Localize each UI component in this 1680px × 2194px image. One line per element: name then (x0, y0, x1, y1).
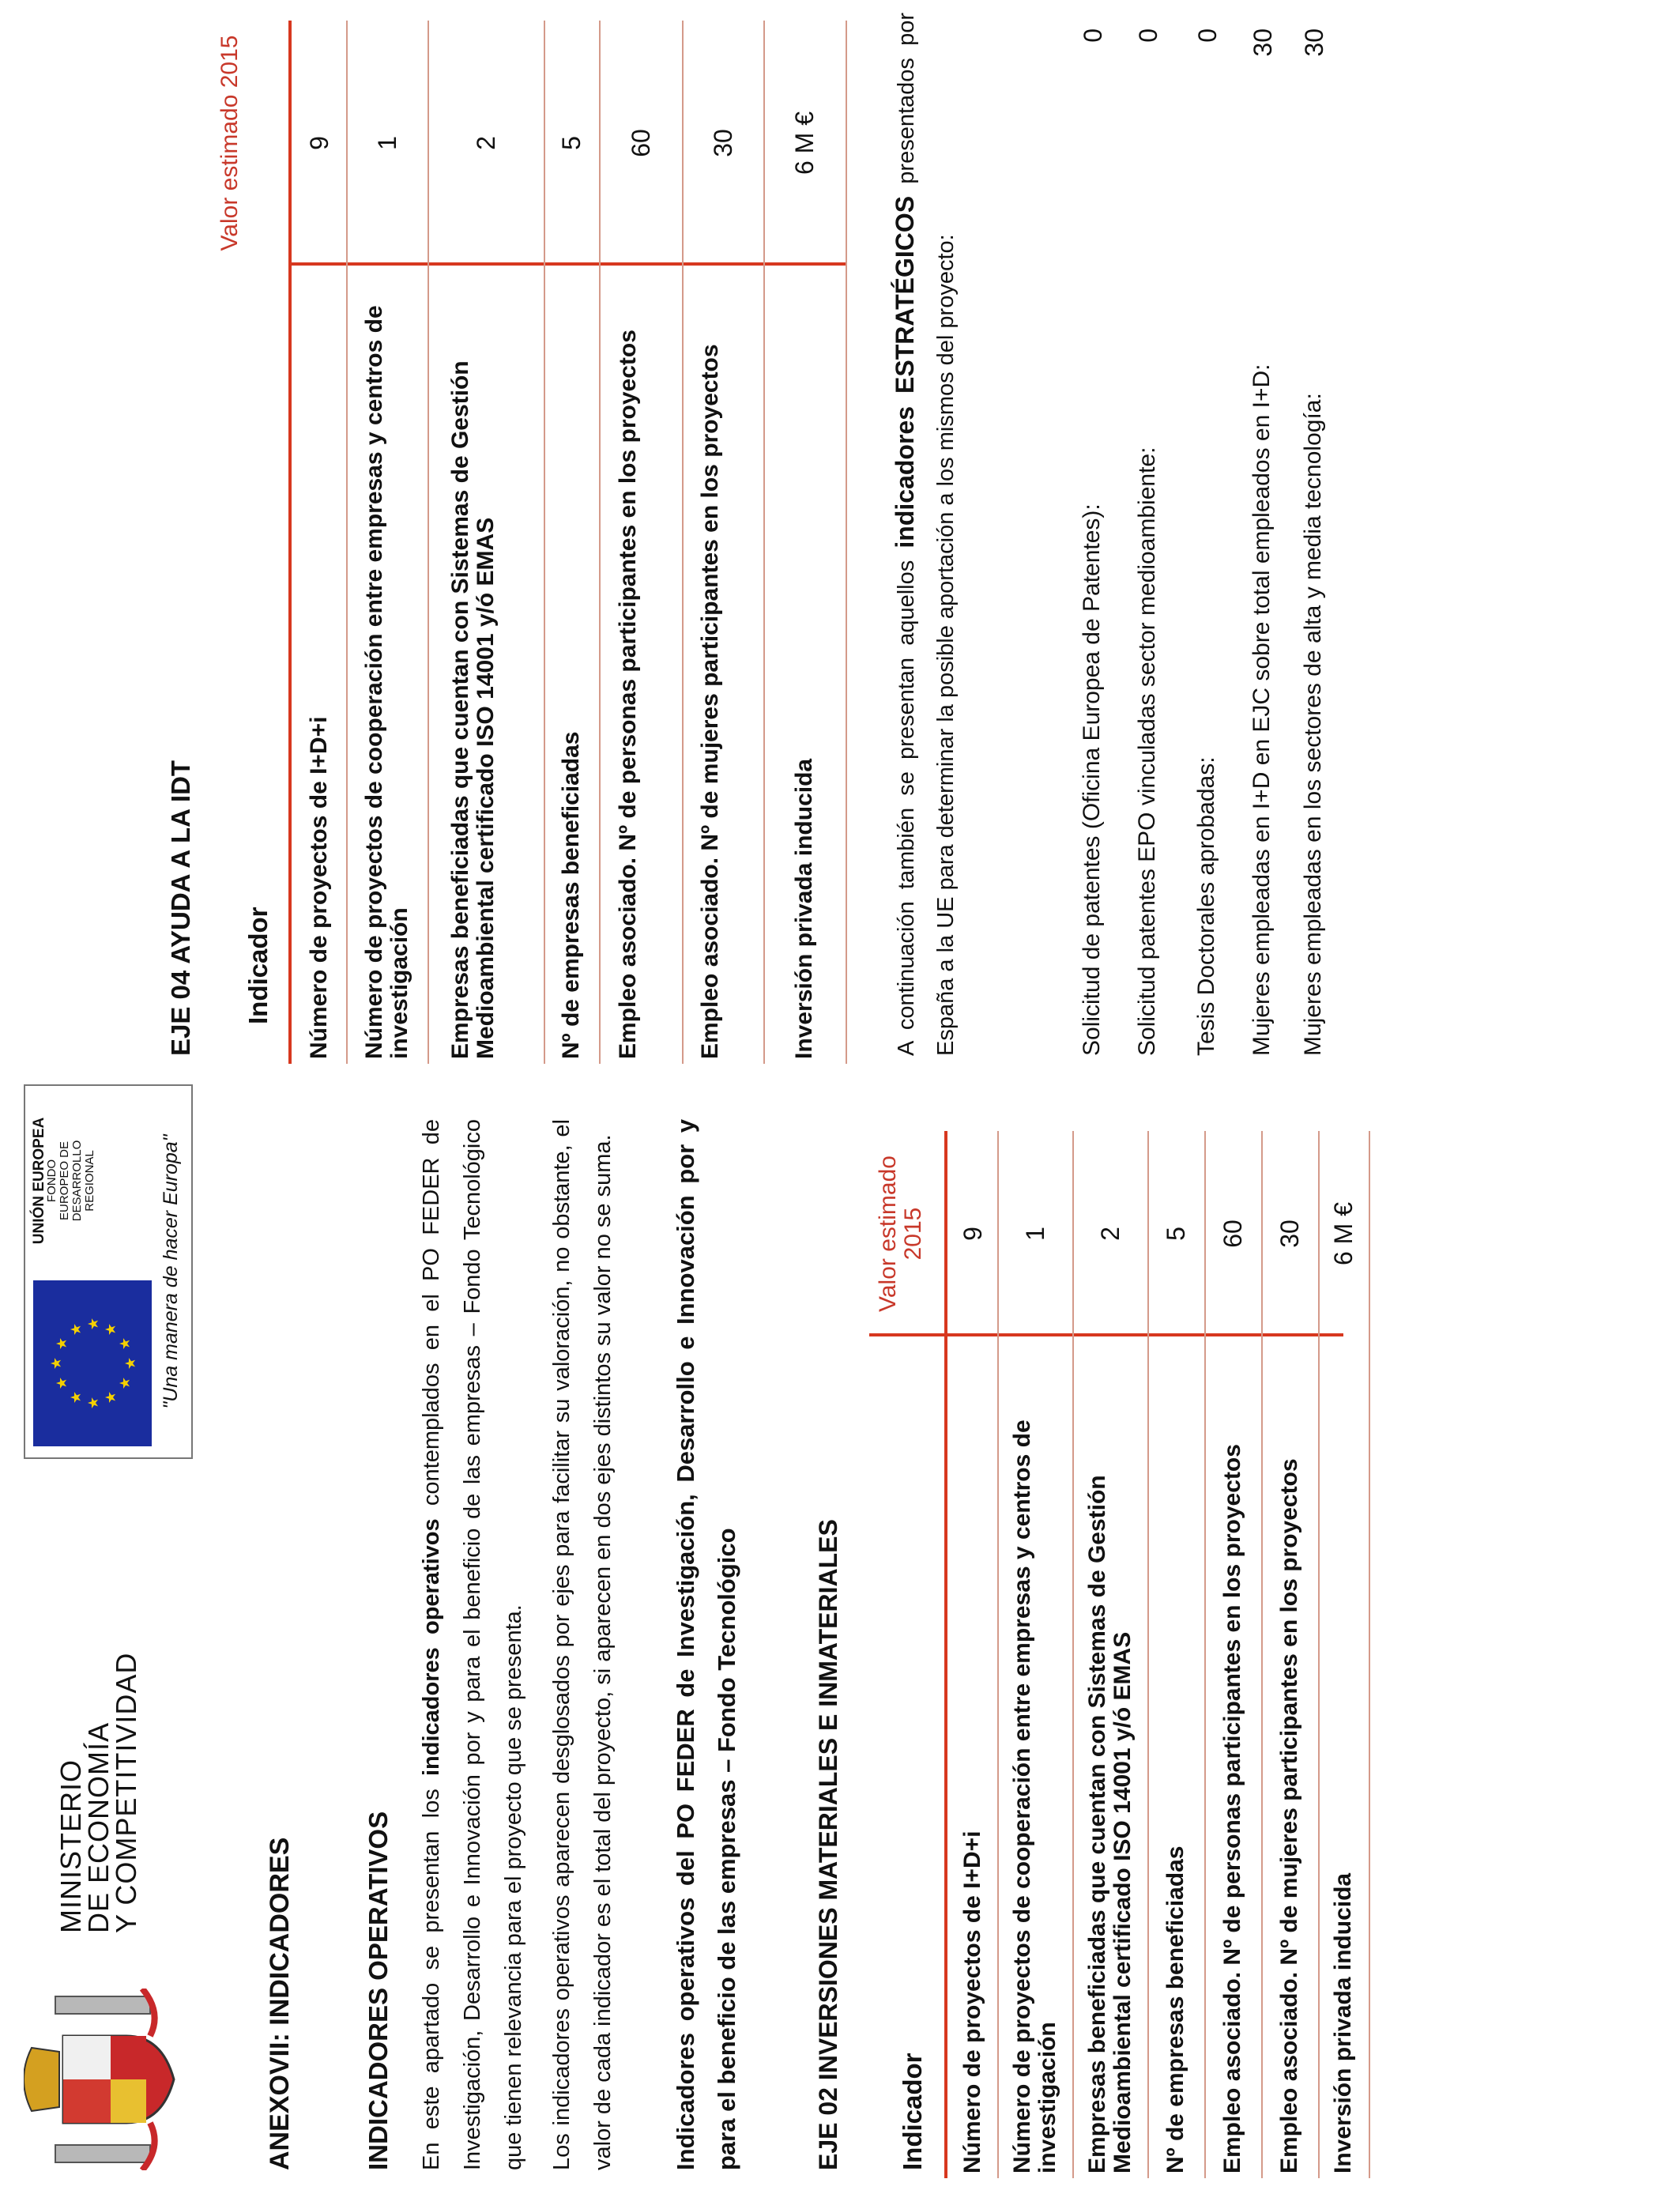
estrategicos-item-value: 0 (1079, 28, 1107, 43)
svg-text:★: ★ (68, 1322, 85, 1336)
estrategicos-intro-pre: A continuación también se presentan aquellos (894, 548, 919, 1056)
operativos-paragraph-2: Los indicadores operativos aparecen desglosados por ejes para facilitar su valoración, no obstante, el valor de cada indicador es el total del proyecto, si aparecen en dos ejes distintos su valor no se suma. (549, 1119, 616, 2170)
eje02-row-value: 5 (1162, 1227, 1190, 1241)
eu-line-4: REGIONAL (83, 1150, 96, 1212)
eje02-row-label: Empleo asociado. Nº de personas participantes en los proyectos (1219, 1444, 1245, 2173)
eje02-row (948, 1131, 999, 2178)
operativos-title: INDICADORES OPERATIVOS (363, 1811, 393, 2170)
eje04-row-value: 60 (626, 129, 655, 157)
estrategicos-item-label: Tesis Doctorales aprobadas: (1193, 756, 1219, 1056)
svg-text:★: ★ (103, 1322, 119, 1336)
eje04-row-label: Número de proyectos de cooperación entre empresas y centros de investigación (360, 305, 412, 1059)
eje04-table (213, 21, 846, 1064)
operativos-p1-post: contemplados en el PO FEDER de Investigación, Desarrollo e Innovación por y para el beneficio de las empresas – Fondo Tecnológico que tienen relevancia para el proyecto que se presenta. (419, 1119, 526, 2170)
eje04-header-divider (288, 21, 292, 1064)
eje02-row (1318, 1131, 1370, 2178)
eje04-title: EJE 04 AYUDA A LA IDT (166, 760, 195, 1056)
estrategicos-intro-post: presentados por España a la UE para determinar la posible aportación a los mismos del proyecto: (894, 13, 959, 1056)
estrategicos-item-label: Solicitud patentes EPO vinculadas sector medioambiente: (1134, 447, 1160, 1056)
eje02-row-value: 60 (1219, 1220, 1247, 1248)
eje04-row (599, 21, 684, 1064)
eje02-col-indicator: Indicador (898, 2053, 927, 2170)
eu-title: UNIÓN EUROPEA (31, 1117, 47, 1245)
eje02-row-value: 2 (1095, 1227, 1124, 1241)
eje04-row-label: Número de proyectos de I+D+i (306, 716, 332, 1059)
svg-text:★: ★ (117, 1336, 134, 1351)
svg-text:★: ★ (103, 1390, 119, 1404)
eje02-col-value: Valor estimado 2015 (875, 1155, 926, 1312)
operativos-subtitle: Indicadores operativos del PO FEDER de Investigación, Desarrollo e Innovación por y para el beneficio de las empresas – Fondo Tecnológico (672, 1119, 740, 2170)
estrategicos-item-label: Solicitud de patentes (Oficina Europea de Patentes): (1079, 503, 1105, 1056)
operativos-p1-bold: indicadores operativos (419, 1518, 444, 1777)
ministry-line-2: DE ECONOMÍA (82, 1721, 115, 1933)
eje04-row-value: 2 (471, 136, 500, 150)
eje04-row (346, 21, 429, 1064)
operativos-p1-pre: En este apartado se presentan los (419, 1776, 444, 2170)
eje04-row-label: Inversión privada inducida (791, 758, 817, 1059)
eje02-row-label: Empleo asociado. Nº de mujeres participantes en los proyectos (1276, 1458, 1302, 2173)
eje04-row-value: 5 (557, 136, 586, 150)
estrategicos-item-value: 30 (1300, 28, 1328, 57)
eje02-row (1072, 1131, 1149, 2178)
eje04-row-value: 9 (305, 136, 333, 150)
estrategicos-item-label: Mujeres empleadas en I+D en EJC sobre total empleados en I+D: (1249, 364, 1275, 1056)
eu-line-2: EUROPEO DE (58, 1140, 71, 1221)
eje02-row-label: Número de proyectos de cooperación entre empresas y centros de investigación (1008, 1419, 1060, 2173)
ministry-line-3: Y COMPETITIVIDAD (110, 1652, 142, 1933)
svg-text:★: ★ (54, 1336, 70, 1351)
svg-text:★: ★ (85, 1396, 102, 1410)
eje04-row-label: Empleo asociado. Nº de mujeres participantes en los proyectos (696, 344, 723, 1059)
eje02-row-label: Nº de empresas beneficiadas (1162, 1845, 1188, 2173)
eje04-row-value: 6 M € (790, 111, 819, 175)
eje04-row (428, 21, 545, 1064)
eje02-row-label: Inversión privada inducida (1330, 1872, 1356, 2173)
eje04-row-value: 1 (372, 136, 401, 150)
eje02-row-value: 9 (959, 1227, 987, 1241)
estrategicos-intro-bold: indicadores ESTRATÉGICOS (891, 195, 919, 548)
eu-logo (24, 1084, 193, 1459)
coat-of-arms-icon (24, 1989, 182, 2170)
eje02-row-value: 30 (1275, 1220, 1304, 1248)
eje02-row (997, 1131, 1074, 2178)
eje04-row-value: 30 (708, 129, 737, 157)
eje04-row (544, 21, 601, 1064)
eu-line-3: DESARROLLO (70, 1140, 84, 1222)
eje04-row-label: Nº de empresas beneficiadas (558, 731, 584, 1059)
eje02-row (1204, 1131, 1263, 2178)
svg-text:★: ★ (68, 1390, 85, 1404)
eje04-col-value: Valor estimado 2015 (217, 35, 243, 251)
estrategicos-item-value: 30 (1249, 28, 1277, 57)
eje04-row-label: Empresas beneficiadas que cuentan con Sistemas de Gestión Medioambiental certificado ISO 14001 y/ó EMAS (446, 360, 499, 1059)
ministry-name (57, 1653, 140, 1933)
estrategicos-item-value: 0 (1193, 28, 1222, 43)
ministry-logo (24, 1570, 198, 2170)
eje02-row-value: 1 (1020, 1227, 1049, 1241)
eje04-row (763, 21, 847, 1064)
estrategicos-item-value: 0 (1134, 28, 1162, 43)
estrategicos-intro (885, 13, 966, 1056)
svg-text:★: ★ (85, 1317, 102, 1331)
eu-text (33, 1094, 96, 1268)
operativos-paragraph-1 (411, 1119, 534, 2170)
eu-line-1: FONDO (45, 1159, 58, 1203)
eje02-row (1261, 1131, 1320, 2178)
estrategicos-item-label: Mujeres empleadas en los sectores de alta y media tecnología: (1300, 393, 1326, 1056)
eje04-row (292, 21, 348, 1064)
eje02-row-label: Empresas beneficiadas que cuentan con Sistemas de Gestión Medioambiental certificado ISO 14001 y/ó EMAS (1083, 1475, 1136, 2173)
annex-title: ANEXOVII: INDICADORES (265, 1837, 295, 2170)
svg-text:★: ★ (48, 1356, 65, 1370)
eje02-header-divider (944, 1131, 947, 2178)
svg-text:★: ★ (122, 1356, 139, 1370)
eje02-row (1147, 1131, 1206, 2178)
eje04-row (682, 21, 765, 1064)
eje04-col-indicator: Indicador (243, 907, 273, 1024)
svg-text:★: ★ (54, 1376, 70, 1390)
eje02-title: EJE 02 INVERSIONES MATERIALES E INMATERIALES (814, 1519, 842, 2170)
svg-text:★: ★ (117, 1376, 134, 1390)
eje02-row-value: 6 M € (1329, 1201, 1358, 1266)
eje04-row-label: Empleo asociado. Nº de personas participantes en los proyectos (614, 330, 641, 1059)
ministry-line-1: MINISTERIO (55, 1759, 87, 1933)
eu-flag-icon (33, 1280, 152, 1446)
eu-slogan: "Una manera de hacer Europa" (160, 1134, 182, 1409)
eje02-row-label: Número de proyectos de I+D+i (959, 1830, 985, 2173)
eje02-table (869, 1131, 1358, 2178)
